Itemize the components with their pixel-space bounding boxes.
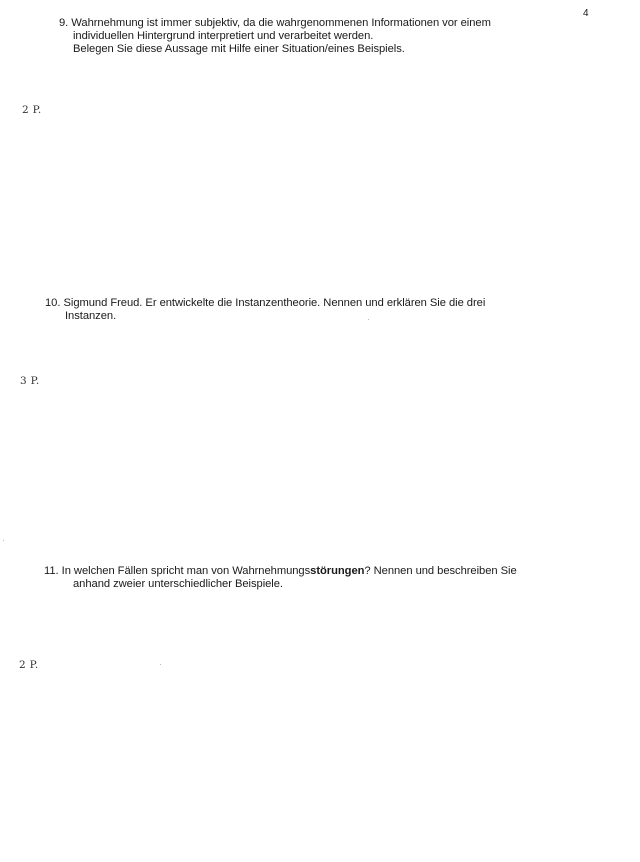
question-9-text-3: Belegen Sie diese Aussage mit Hilfe einer Situation/eines Beispiels. xyxy=(73,42,405,55)
scan-speck xyxy=(3,540,4,541)
question-9-line-2 xyxy=(59,30,491,43)
question-9-text-2: individuellen Hintergrund interpretiert und verarbeitet werden. xyxy=(73,29,374,42)
question-10-line-1 xyxy=(45,297,485,310)
question-9 xyxy=(59,17,491,55)
question-9-line-1 xyxy=(59,17,491,30)
question-9-number: 9. xyxy=(59,17,69,29)
question-9-line-3 xyxy=(59,43,491,56)
question-11-text-2: anhand zweier unterschiedlicher Beispiele. xyxy=(73,577,283,590)
question-10 xyxy=(45,297,485,323)
question-11-line-2 xyxy=(44,578,517,591)
question-10-points: 3 P. xyxy=(20,375,40,387)
question-11-number: 11. xyxy=(44,565,59,577)
question-10-text-2: Instanzen. xyxy=(65,309,117,322)
question-9-points: 2 P. xyxy=(22,104,42,116)
question-11 xyxy=(44,565,517,591)
scan-speck xyxy=(160,664,161,665)
question-10-number: 10. xyxy=(45,297,61,309)
page-number: 4 xyxy=(583,8,589,19)
scan-speck xyxy=(368,319,369,320)
question-11-text-1b: ? Nennen und beschreiben Sie xyxy=(364,565,517,577)
question-11-line-1 xyxy=(44,565,517,578)
question-11-emphasis: störungen xyxy=(310,565,365,577)
question-10-text-1: Sigmund Freud. Er entwickelte die Instanzentheorie. Nennen und erklären Sie die drei xyxy=(63,297,486,309)
question-9-text-1: Wahrnehmung ist immer subjektiv, da die wahrgenommenen Informationen vor einem xyxy=(71,17,491,29)
question-10-line-2 xyxy=(45,310,485,323)
question-11-points: 2 P. xyxy=(19,659,39,671)
question-11-text-1: In welchen Fällen spricht man von Wahrnehmungs xyxy=(61,565,311,577)
